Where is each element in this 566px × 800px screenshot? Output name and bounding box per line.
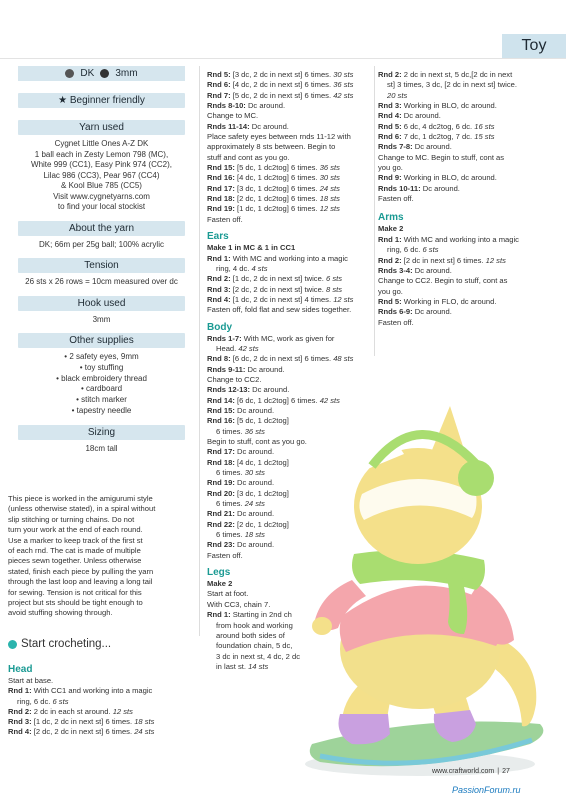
stitch-count: 6 sts — [52, 696, 69, 706]
instruction-text: [4 dc, 1 dc2tog] 6 times. — [234, 173, 320, 183]
instruction-text: Working in FLO, dc around. — [401, 296, 497, 306]
instruction-text: from hook and working — [216, 620, 293, 630]
round-label: Rnds 11-14: — [207, 121, 250, 131]
round-label: Rnd 4: — [378, 111, 402, 121]
yarn-weight-hook-bar — [18, 66, 185, 81]
list-item: • tapestry needle — [71, 405, 132, 415]
supplies-list — [8, 352, 195, 417]
round-label: Rnd 20: — [207, 488, 235, 498]
instruction-text: Fasten off, fold flat and sew sides together. — [207, 305, 352, 315]
round-label: Rnd 6: — [207, 80, 231, 90]
stitch-count: 12 sts — [333, 294, 354, 304]
instruction-line — [378, 70, 538, 80]
stitch-count: 36 sts — [333, 80, 354, 90]
round-label: Rnd 19: — [207, 478, 235, 488]
instruction-text: With MC and working into a magic — [401, 234, 519, 244]
round-label: Rnd 16: — [207, 173, 235, 183]
instruction-text: you go. — [378, 286, 403, 296]
round-label: Rnd 1: — [207, 253, 231, 263]
instruction-line — [207, 194, 372, 204]
instruction-line — [378, 111, 538, 121]
hook-icon — [100, 69, 109, 78]
intro-line: (unless otherwise stated), in a spiral without — [8, 504, 156, 514]
round-label: Rnd 1: — [207, 610, 231, 620]
instruction-line — [378, 173, 538, 183]
stitch-count: 30 sts — [333, 70, 354, 79]
stitch-count: 4 sts — [251, 263, 268, 273]
instruction-line — [207, 285, 372, 295]
round-label: Rnd 1: — [8, 686, 32, 696]
instruction-line — [378, 153, 538, 163]
instruction-text: Dc around. — [234, 478, 275, 488]
round-label: Rnd 17: — [207, 447, 235, 457]
stitch-count: 36 sts — [319, 163, 340, 173]
column-divider — [199, 66, 200, 636]
stitch-count: 6 sts — [422, 245, 439, 255]
head-instructions — [8, 676, 200, 738]
round-label: Rnd 2: — [207, 274, 231, 284]
stitch-count: 20 sts — [387, 90, 408, 100]
head-section — [8, 663, 200, 738]
round-label: Rnd 4: — [8, 727, 32, 737]
yarn-line: White 999 (CC1), Easy Pink 974 (CC2), — [31, 160, 172, 169]
earmuff — [458, 460, 494, 496]
instruction-line — [8, 676, 200, 686]
footer-website[interactable]: www.craftworld.com — [432, 768, 495, 775]
instruction-line — [207, 111, 372, 121]
instruction-line — [378, 276, 538, 286]
stitch-count: 42 sts — [238, 343, 259, 353]
instruction-line — [8, 727, 200, 737]
round-label: Rnd 5: — [378, 121, 402, 131]
instruction-line — [207, 365, 372, 375]
stitch-count: 24 sts — [244, 499, 265, 509]
stitch-count: 42 sts — [319, 395, 340, 405]
stitch-count: 36 sts — [244, 426, 265, 436]
list-item: • stitch marker — [76, 395, 127, 405]
round-label: Rnd 2: — [8, 706, 32, 716]
stitch-count: 24 sts — [134, 727, 155, 737]
instruction-line — [207, 254, 372, 264]
instruction-text: [2 dc, 1 dc2tog] 6 times. — [234, 194, 320, 204]
instruction-text: Head. — [216, 343, 239, 353]
round-label: Rnds 12-13: — [207, 385, 251, 395]
list-item: • 2 safety eyes, 9mm — [64, 352, 139, 361]
instruction-text: Change to CC2. — [207, 374, 262, 384]
about-yarn-heading: About the yarn — [18, 221, 185, 236]
round-label: Rnds 3-4: — [378, 265, 413, 275]
instruction-text: Begin to stuff, cont as you go. — [207, 437, 307, 446]
instruction-line — [207, 101, 372, 111]
instruction-line — [207, 215, 372, 225]
instruction-line — [378, 235, 538, 245]
instruction-text: Dc around. — [234, 405, 275, 415]
instruction-line — [207, 70, 372, 80]
instruction-line — [378, 122, 538, 132]
instruction-text: 6 times. — [216, 426, 245, 436]
instruction-line — [378, 307, 538, 317]
instruction-text: Dc around. — [412, 142, 452, 152]
skill-level-bar — [18, 93, 185, 108]
instruction-text: Change to MC. — [207, 111, 259, 121]
sizing-text: 18cm tall — [85, 443, 118, 453]
instruction-text: [4 dc, 2 dc in next st] 6 times. — [230, 80, 334, 90]
instruction-text: foundation chain, 5 dc, — [216, 641, 293, 651]
round-label: Rnd 5: — [378, 296, 402, 306]
section-tab: Toy — [502, 34, 566, 58]
round-label: Rnd 23: — [207, 540, 235, 550]
intro-line: Use a marker to keep track of the first st — [8, 535, 143, 545]
round-label: Rnd 14: — [207, 395, 235, 405]
instruction-text: Fasten off. — [207, 550, 243, 560]
stitch-count: 42 sts — [333, 90, 354, 100]
instruction-text: ring, 4 dc. — [216, 263, 252, 273]
instruction-text: you go. — [378, 163, 403, 173]
round-label: Rnd 5: — [207, 70, 231, 79]
stitch-count: 30 sts — [319, 173, 340, 183]
round-label: Rnds 7-8: — [378, 142, 413, 152]
round-label: Rnd 22: — [207, 519, 235, 529]
instruction-line — [378, 132, 538, 142]
arms-make-note: Make 2 — [378, 224, 404, 234]
round-label: Rnd 7: — [207, 90, 231, 100]
instruction-line — [207, 264, 372, 274]
instruction-text: Dc around. — [412, 265, 452, 275]
round-label: Rnd 15: — [207, 405, 235, 415]
instruction-line — [8, 717, 200, 727]
star-icon: ★ — [58, 95, 68, 106]
instruction-line — [378, 101, 538, 111]
instruction-text: Dc around. — [249, 121, 289, 131]
instruction-text: Change to CC2. Begin to stuff, cont as — [378, 276, 508, 286]
instruction-text: 6 times. — [216, 499, 245, 509]
instruction-text: approximately 8 sts between. Begin to — [207, 142, 336, 152]
instruction-line — [207, 334, 372, 344]
column-divider — [374, 66, 375, 356]
start-title: Start crocheting... — [21, 638, 112, 650]
round-label: Rnd 6: — [378, 132, 402, 142]
instruction-line — [207, 142, 372, 152]
instruction-text: [2 dc, 1 dc2tog] — [234, 519, 289, 529]
intro-line: This piece is worked in the amigurumi style — [8, 494, 153, 503]
round-label: Rnd 8: — [207, 354, 231, 364]
stitch-count: 12 sts — [485, 255, 506, 265]
instruction-text: Dc around. — [250, 385, 290, 395]
instruction-text: Dc around. — [412, 307, 452, 317]
instruction-text: [3 dc, 1 dc2tog] — [234, 488, 289, 498]
round-label: Rnd 21: — [207, 509, 235, 519]
round-label: Rnds 6-9: — [378, 307, 413, 317]
instruction-text: Place safety eyes between rnds 11-12 with — [207, 132, 351, 142]
instruction-line — [378, 256, 538, 266]
instruction-text: Dc around. — [234, 509, 275, 519]
instruction-text: Fasten off. — [378, 317, 414, 327]
instruction-text: [6 dc, 2 dc in next st] 6 times. — [230, 354, 334, 364]
round-label: Rnd 2: — [378, 70, 402, 79]
instruction-text: Dc around. — [234, 447, 275, 457]
stitch-count: 24 sts — [319, 183, 340, 193]
instruction-text: [6 dc, 1 dc2tog] 6 times. — [234, 395, 320, 405]
instruction-line — [378, 287, 538, 297]
instruction-text: [5 dc, 1 dc2tog] — [234, 416, 289, 426]
tension-heading: Tension — [18, 258, 185, 273]
footer-separator: | — [497, 768, 500, 775]
stitch-count: 14 sts — [248, 661, 269, 671]
stitch-count: 12 sts — [112, 706, 133, 716]
instruction-text: Starting in 2nd ch — [230, 610, 292, 620]
yarn-used-heading: Yarn used — [18, 120, 185, 135]
instruction-text: Dc around. — [245, 101, 286, 111]
instruction-text: [3 dc, 1 dc2tog] 6 times. — [234, 183, 320, 193]
instruction-text: 7 dc, 1 dc2tog, 7 dc. — [401, 132, 475, 142]
instruction-line — [378, 163, 538, 173]
top-rule — [0, 58, 566, 59]
round-label: Rnd 15: — [207, 163, 235, 173]
instruction-line — [207, 305, 372, 315]
instruction-line — [207, 122, 372, 132]
yarn-weight: DK — [80, 68, 95, 79]
round-label: Rnd 17: — [207, 183, 235, 193]
yarn-line: Lilac 986 (CC3), Pear 967 (CC4) — [43, 170, 160, 180]
yarn-ball-icon — [65, 69, 74, 78]
section-title-head: Head — [8, 664, 33, 675]
instruction-line — [207, 173, 372, 183]
round-label: Rnds 9-11: — [207, 364, 246, 374]
intro-line: project but sts should be tight enough to — [8, 598, 143, 608]
instruction-text: Working in BLO, dc around. — [401, 101, 497, 111]
instruction-text: With CC1 and working into a magic — [31, 686, 153, 696]
stitch-count: 18 sts — [319, 194, 340, 204]
about-yarn-text: DK; 66m per 25g ball; 100% acrylic — [39, 239, 164, 249]
intro-paragraph — [8, 494, 196, 619]
yarn-line: 1 ball each in Zesty Lemon 798 (MC), — [34, 149, 169, 159]
hook-used-heading: Hook used — [18, 296, 185, 311]
round-label: Rnd 1: — [378, 234, 402, 244]
instruction-text: Fasten off. — [207, 214, 243, 224]
instruction-line — [207, 354, 372, 364]
instruction-line — [207, 295, 372, 305]
round-label: Rnd 18: — [207, 194, 235, 204]
instruction-line — [207, 184, 372, 194]
instruction-text: 6 times. — [216, 468, 245, 478]
list-item: • toy stuffing — [79, 362, 124, 372]
instruction-line — [207, 153, 372, 163]
round-label: Rnd 3: — [207, 284, 231, 294]
instruction-line — [378, 245, 538, 255]
instruction-text: Dc around. — [234, 540, 275, 550]
instruction-text: Change to MC. Begin to stuff, cont as — [378, 152, 505, 162]
round-label: Rnd 19: — [207, 204, 235, 214]
instruction-text: [2 dc, 2 dc in next st] 6 times. — [31, 727, 135, 737]
instruction-text: Start at foot. — [207, 589, 249, 599]
stitch-count: 18 sts — [244, 530, 265, 540]
stitch-count: 48 sts — [333, 354, 354, 364]
instruction-line — [378, 266, 538, 276]
intro-line: for sewing. Tension is not critical for this — [8, 587, 142, 597]
stitch-count: 15 sts — [474, 132, 495, 142]
intro-line: slip stitching or turning chains. Do not — [8, 514, 135, 524]
instruction-text: Fasten off. — [378, 194, 414, 204]
round-label: Rnds 1-7: — [207, 333, 242, 343]
arms-instructions — [378, 235, 538, 328]
stitch-count: 30 sts — [244, 468, 265, 478]
instruction-text: st] 3 times, 3 dc, [2 dc in next st] twice. — [387, 80, 517, 90]
section-title-body: Body — [207, 321, 232, 333]
round-label: Rnd 3: — [378, 101, 402, 111]
instruction-text: 3 dc in next st, 4 dc, 2 dc — [216, 651, 300, 661]
round-label: Rnd 3: — [8, 717, 32, 727]
instruction-text: Dc around. — [401, 111, 441, 121]
instruction-line — [207, 204, 372, 214]
instruction-text: Start at base. — [8, 676, 54, 685]
yarn-line: & Kool Blue 785 (CC5) — [61, 181, 142, 190]
yarn-line: Cygnet Little Ones A-Z DK — [54, 139, 149, 148]
instruction-line — [378, 142, 538, 152]
instruction-text: [1 dc, 2 dc in next st] twice. — [230, 274, 327, 284]
intro-line: turn your work at the end of each round. — [8, 525, 143, 535]
crochet-cat-photo — [300, 384, 556, 784]
intro-line: avoid stuffing showing through. — [8, 608, 113, 618]
instruction-text: ring, 6 dc. — [17, 696, 53, 706]
ears-make-note: Make 1 in MC & 1 in CC1 — [207, 243, 296, 253]
round-label: Rnds 8-10: — [207, 101, 246, 111]
skill-level: Beginner friendly — [69, 95, 145, 106]
tension-text: 26 sts x 26 rows = 10cm measured over dc — [25, 277, 178, 286]
instruction-text: in last st. — [216, 661, 249, 671]
instruction-line — [207, 274, 372, 284]
instruction-line — [378, 80, 538, 90]
hook-used-text: 3mm — [92, 314, 111, 324]
instruction-text: 2 dc in next st, 5 dc,[2 dc in next — [401, 70, 513, 79]
start-crocheting-heading — [8, 638, 111, 650]
instruction-text: [2 dc, 2 dc in next st] twice. — [230, 284, 327, 294]
intro-line: of each rnd. The cat is made of multiple — [8, 546, 141, 556]
instruction-text: Dc around. — [420, 183, 460, 193]
ears-instructions — [207, 254, 372, 316]
pattern-info-sidebar — [8, 66, 195, 454]
instruction-text: 6 dc, 4 dc2tog, 6 dc. — [401, 121, 475, 131]
instruction-line — [378, 297, 538, 307]
intro-line: pieces sewn together. Unless otherwise — [8, 556, 142, 566]
stitch-count: 8 sts — [326, 284, 343, 294]
instruction-line — [8, 686, 200, 696]
round-label: Rnd 4: — [207, 294, 231, 304]
bullet-dot-icon — [8, 640, 17, 649]
instruction-text: With MC and working into a magic — [230, 253, 348, 263]
instruction-text: ring, 6 dc. — [387, 245, 423, 255]
instruction-text: [1 dc, 2 dc in next st] 6 times. — [31, 717, 135, 727]
instruction-line — [378, 91, 538, 101]
instruction-text: 2 dc in each st around. — [31, 706, 113, 716]
instruction-line — [207, 80, 372, 90]
instruction-text: With MC, work as given for — [241, 333, 335, 343]
instruction-text: [3 dc, 2 dc in next st] 6 times. — [230, 70, 334, 79]
yarn-website: Visit www.cygnetyarns.com — [53, 191, 150, 201]
intro-line: stated, finish each piece by pulling the yarn — [8, 566, 154, 576]
watermark: PassionForum.ru — [452, 785, 521, 795]
stitch-count: 6 sts — [326, 274, 343, 284]
instruction-line — [378, 318, 538, 328]
instruction-text: With CC3, chain 7. — [207, 599, 271, 609]
round-label: Rnds 10-11: — [378, 183, 421, 193]
instruction-line — [207, 163, 372, 173]
intro-line: through the last loop and leaving a long tail — [8, 577, 153, 587]
instruction-text: Dc around. — [245, 364, 285, 374]
sizing-heading: Sizing — [18, 425, 185, 440]
instruction-text: [1 dc, 1 dc2tog] 6 times. — [234, 204, 320, 214]
round-label: Rnd 9: — [378, 173, 402, 183]
instruction-line — [378, 184, 538, 194]
instructions-column-2 — [378, 70, 538, 328]
yarn-used-text — [8, 139, 195, 213]
yarn-line: to find your local stockist — [57, 202, 146, 211]
page-number: 27 — [502, 768, 510, 775]
stitch-count: 18 sts — [134, 717, 155, 727]
instruction-line — [207, 91, 372, 101]
instruction-line — [8, 697, 200, 707]
section-title-ears: Ears — [207, 231, 229, 243]
instruction-line — [8, 707, 200, 717]
instruction-text: 6 times. — [216, 530, 245, 540]
hook-size: 3mm — [115, 68, 138, 79]
list-item: • cardboard — [80, 384, 123, 394]
instruction-text: [4 dc, 1 dc2tog] — [234, 457, 289, 467]
instruction-text: [5 dc, 2 dc in next st] 6 times. — [230, 90, 334, 100]
head-continued-instructions — [207, 70, 372, 225]
instruction-text: [1 dc, 2 dc in next st] 4 times. — [230, 294, 334, 304]
page-footer — [432, 768, 510, 775]
other-supplies-heading: Other supplies — [18, 333, 185, 348]
round-label: Rnd 2: — [378, 255, 402, 265]
instruction-text: [5 dc, 1 dc2tog] 6 times. — [234, 163, 320, 173]
legs-continued-instructions — [378, 70, 538, 204]
instruction-text: stuff and cont as you go. — [207, 152, 290, 162]
instruction-line — [207, 344, 372, 354]
instruction-text: [2 dc in next st] 6 times. — [401, 255, 486, 265]
stitch-count: 12 sts — [319, 204, 340, 214]
instruction-text: Working in BLO, dc around. — [401, 173, 497, 183]
legs-make-note: Make 2 — [207, 579, 233, 589]
instruction-text: around both sides of — [216, 630, 285, 640]
instruction-line — [207, 132, 372, 142]
round-label: Rnd 16: — [207, 416, 235, 426]
round-label: Rnd 18: — [207, 457, 235, 467]
list-item: • black embroidery thread — [56, 373, 147, 383]
instruction-line — [378, 194, 538, 204]
section-title-arms: Arms — [378, 212, 404, 224]
section-title-legs: Legs — [207, 567, 231, 579]
stitch-count: 16 sts — [474, 121, 495, 131]
